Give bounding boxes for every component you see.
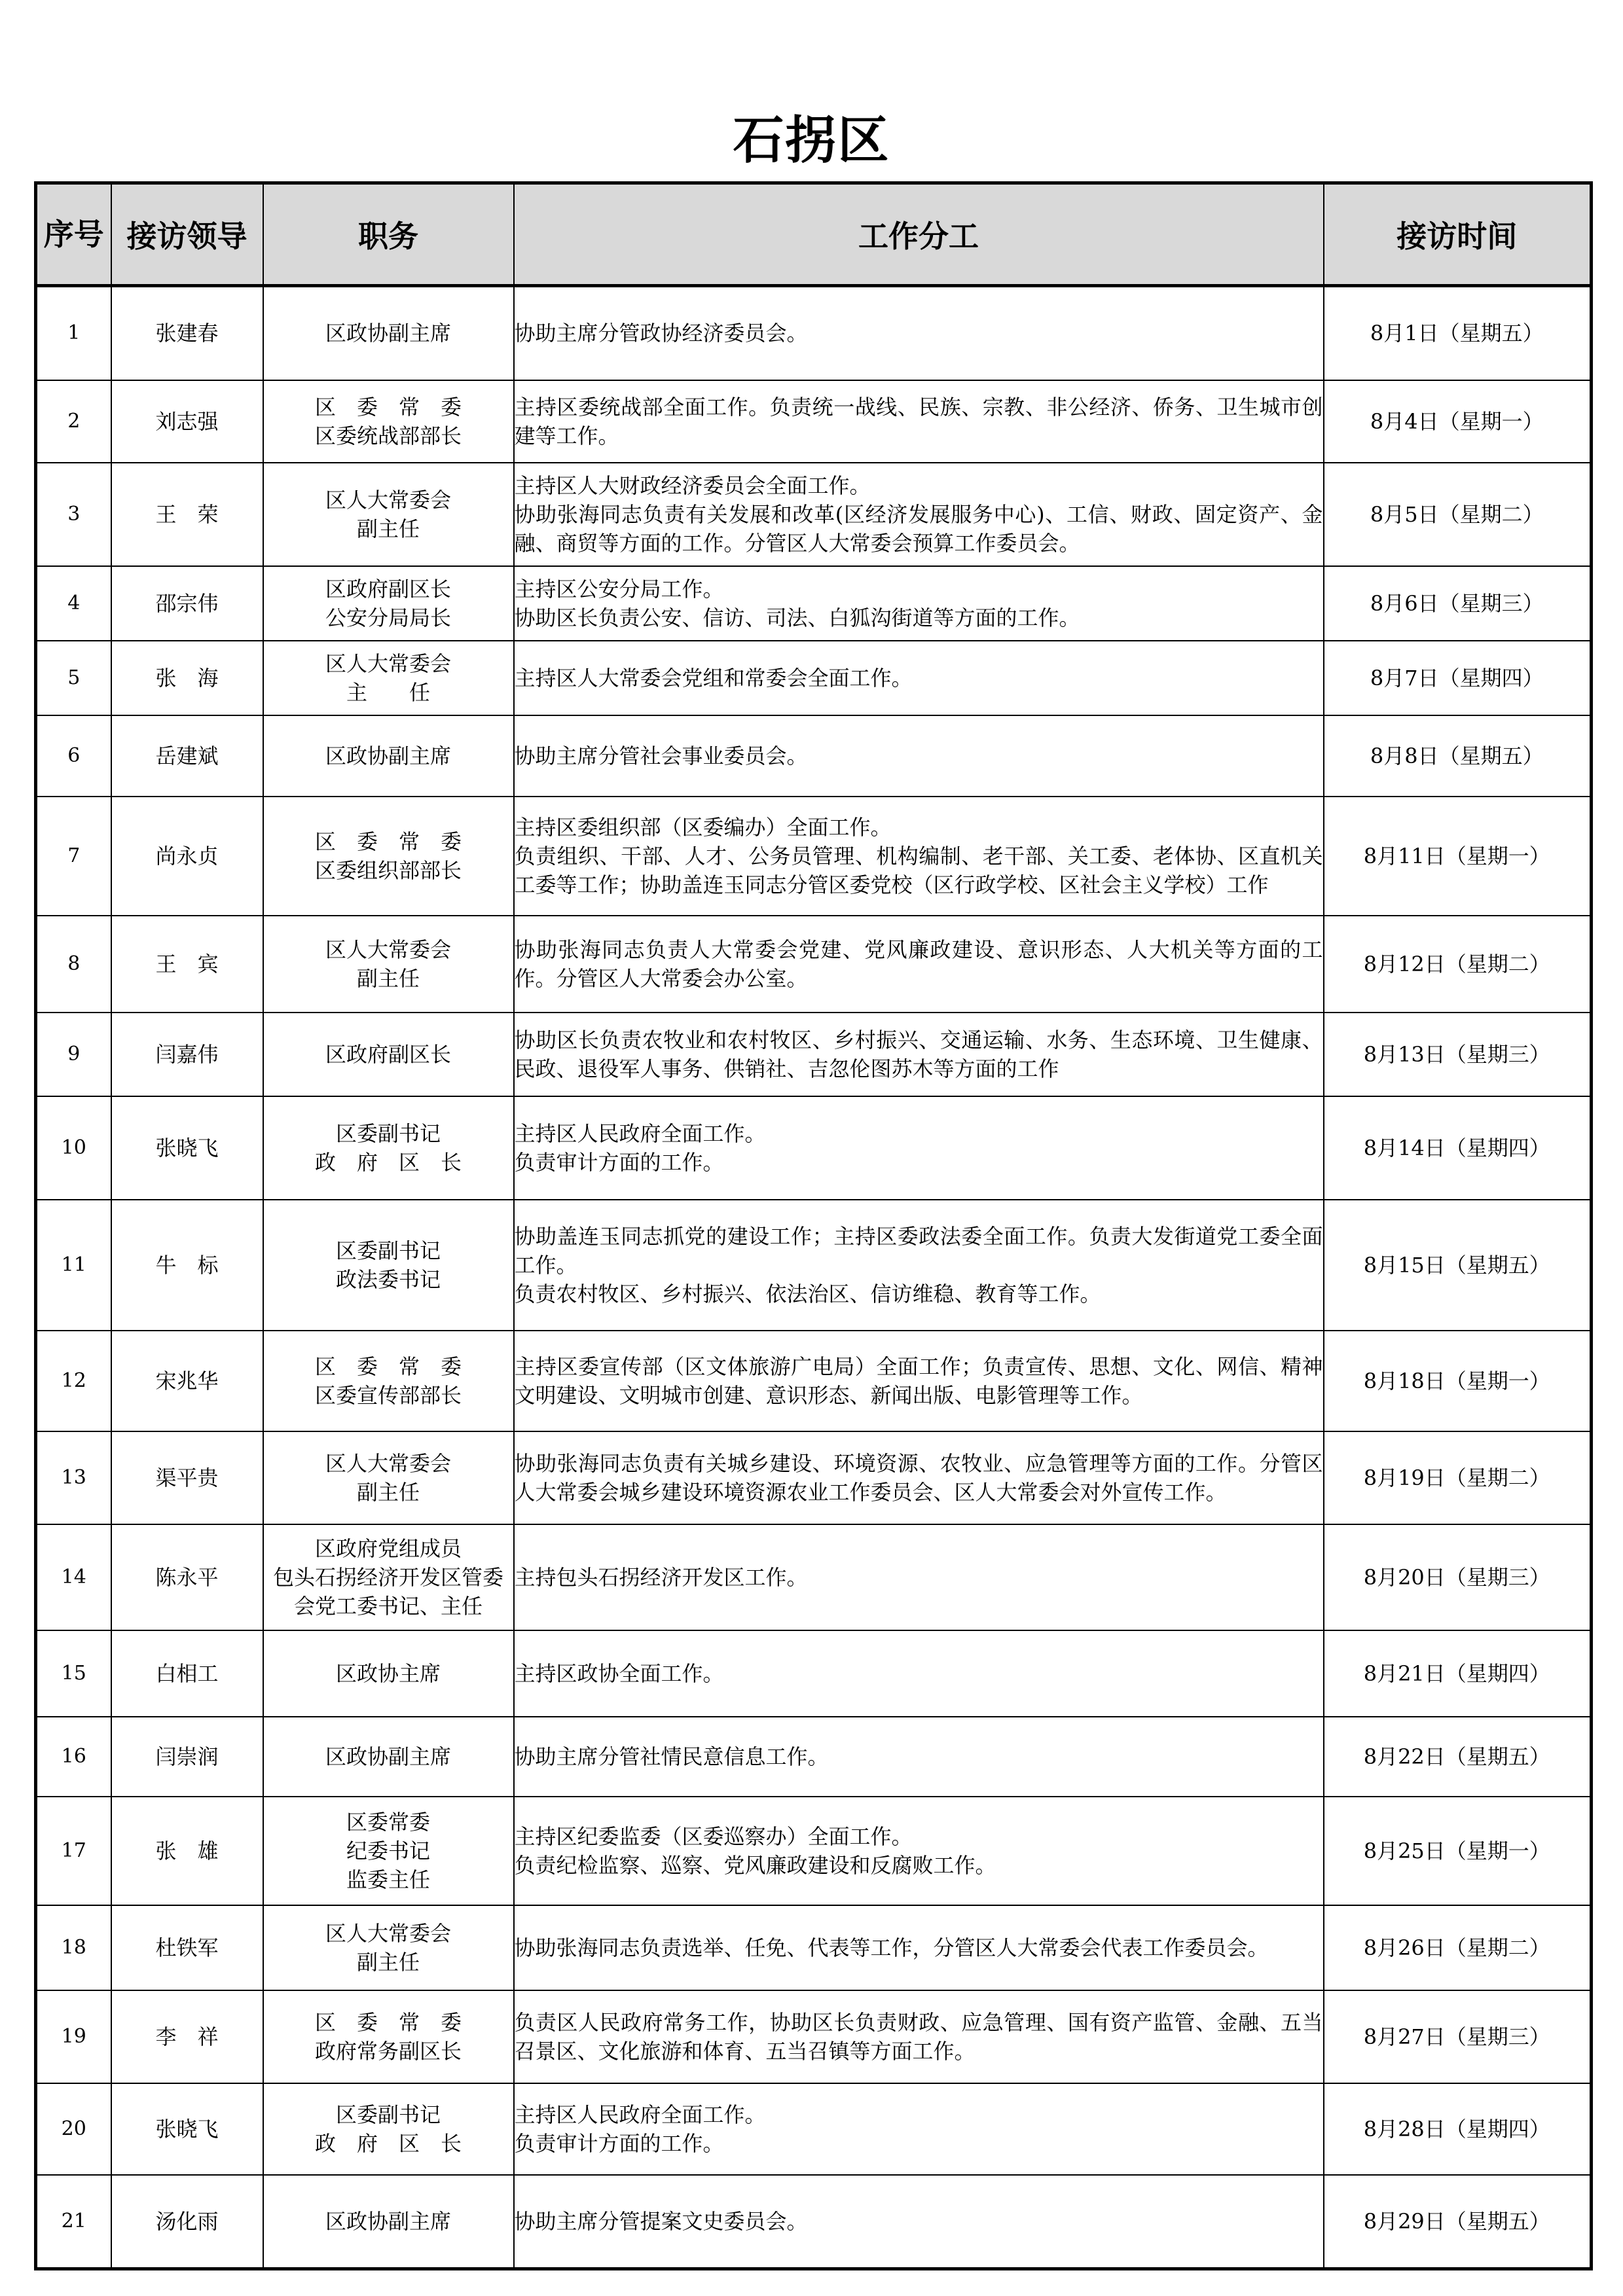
leader-position: 区政协副主席 (263, 715, 514, 797)
leader-name: 尚永贞 (111, 797, 263, 916)
leader-position: 区委副书记 政 府 区 长 (263, 2083, 514, 2175)
reception-time: 8月8日（星期五） (1324, 715, 1592, 797)
row-number: 1 (36, 286, 111, 380)
leader-position: 区人大常委会 副主任 (263, 463, 514, 566)
leader-name: 李 祥 (111, 1990, 263, 2083)
leader-position: 区 委 常 委 政府常务副区长 (263, 1990, 514, 2083)
table-row (36, 641, 1592, 715)
leader-position: 区政府副区长 公安分局局长 (263, 566, 514, 641)
row-number: 10 (36, 1096, 111, 1200)
header-time: 接访时间 (1324, 183, 1592, 286)
work-assignment: 协助盖连玉同志抓党的建设工作；主持区委政法委全面工作。负责大发街道党工委全面工作。 负责农村牧区、乡村振兴、依法治区、信访维稳、教育等工作。 (514, 1200, 1324, 1331)
header-leader: 接访领导 (111, 183, 263, 286)
header-position: 职务 (263, 183, 514, 286)
leader-name: 宋兆华 (111, 1331, 263, 1431)
leader-position: 区政府副区长 (263, 1013, 514, 1096)
leader-name: 白相工 (111, 1630, 263, 1717)
table-row (36, 1717, 1592, 1797)
reception-time: 8月29日（星期五） (1324, 2175, 1592, 2269)
table-row (36, 566, 1592, 641)
work-assignment: 主持包头石拐经济开发区工作。 (514, 1524, 1324, 1630)
work-assignment: 协助主席分管提案文史委员会。 (514, 2175, 1324, 2269)
row-number: 12 (36, 1331, 111, 1431)
table-row (36, 715, 1592, 797)
reception-time: 8月18日（星期一） (1324, 1331, 1592, 1431)
row-number: 3 (36, 463, 111, 566)
table-row (36, 2175, 1592, 2269)
leader-position: 区人大常委会 副主任 (263, 1905, 514, 1990)
row-number: 14 (36, 1524, 111, 1630)
row-number: 4 (36, 566, 111, 641)
row-number: 9 (36, 1013, 111, 1096)
leader-position: 区政协副主席 (263, 286, 514, 380)
work-assignment: 主持区人民政府全面工作。 负责审计方面的工作。 (514, 1096, 1324, 1200)
reception-time: 8月12日（星期二） (1324, 916, 1592, 1013)
table-row (36, 1096, 1592, 1200)
leader-position: 区政协副主席 (263, 2175, 514, 2269)
reception-time: 8月26日（星期二） (1324, 1905, 1592, 1990)
reception-time: 8月21日（星期四） (1324, 1630, 1592, 1717)
leader-position: 区人大常委会 主 任 (263, 641, 514, 715)
work-assignment: 协助张海同志负责人大常委会党建、党风廉政建设、意识形态、人大机关等方面的工作。分管区人大常委会办公室。 (514, 916, 1324, 1013)
table-row (36, 2083, 1592, 2175)
table-row (36, 1905, 1592, 1990)
table-row (36, 916, 1592, 1013)
work-assignment: 协助区长负责农牧业和农村牧区、乡村振兴、交通运输、水务、生态环境、卫生健康、民政、退役军人事务、供销社、吉忽伦图苏木等方面的工作 (514, 1013, 1324, 1096)
leader-position: 区 委 常 委 区委统战部部长 (263, 380, 514, 463)
reception-time: 8月22日（星期五） (1324, 1717, 1592, 1797)
table-row (36, 1797, 1592, 1905)
leader-name: 张晓飞 (111, 2083, 263, 2175)
table-row (36, 286, 1592, 380)
leader-name: 王 荣 (111, 463, 263, 566)
table-row (36, 1431, 1592, 1524)
table-row (36, 1630, 1592, 1717)
leader-position: 区委常委 纪委书记 监委主任 (263, 1797, 514, 1905)
table-row (36, 463, 1592, 566)
reception-time: 8月15日（星期五） (1324, 1200, 1592, 1331)
work-assignment: 主持区公安分局工作。 协助区长负责公安、信访、司法、白狐沟街道等方面的工作。 (514, 566, 1324, 641)
row-number: 16 (36, 1717, 111, 1797)
reception-time: 8月19日（星期二） (1324, 1431, 1592, 1524)
work-assignment: 主持区人大常委会党组和常委会全面工作。 (514, 641, 1324, 715)
reception-time: 8月6日（星期三） (1324, 566, 1592, 641)
leader-name: 陈永平 (111, 1524, 263, 1630)
work-assignment: 协助张海同志负责有关城乡建设、环境资源、农牧业、应急管理等方面的工作。分管区人大常委会城乡建设环境资源农业工作委员会、区人大常委会对外宣传工作。 (514, 1431, 1324, 1524)
work-assignment: 协助主席分管政协经济委员会。 (514, 286, 1324, 380)
leader-position: 区 委 常 委 区委宣传部部长 (263, 1331, 514, 1431)
leader-name: 邵宗伟 (111, 566, 263, 641)
work-assignment: 主持区政协全面工作。 (514, 1630, 1324, 1717)
work-assignment: 协助主席分管社情民意信息工作。 (514, 1717, 1324, 1797)
header-work: 工作分工 (514, 183, 1324, 286)
page-title: 石拐区 (733, 111, 890, 170)
table-row (36, 1990, 1592, 2083)
row-number: 18 (36, 1905, 111, 1990)
leader-name: 张 雄 (111, 1797, 263, 1905)
row-number: 20 (36, 2083, 111, 2175)
leader-name: 牛 标 (111, 1200, 263, 1331)
work-assignment: 主持区委宣传部（区文体旅游广电局）全面工作；负责宣传、思想、文化、网信、精神文明建设、文明城市创建、意识形态、新闻出版、电影管理等工作。 (514, 1331, 1324, 1431)
work-assignment: 主持区委组织部（区委编办）全面工作。 负责组织、干部、人才、公务员管理、机构编制、老干部、关工委、老体协、区直机关工委等工作；协助盖连玉同志分管区委党校（区行政学校、区社会主义学校）工作 (514, 797, 1324, 916)
work-assignment: 主持区委统战部全面工作。负责统一战线、民族、宗教、非公经济、侨务、卫生城市创建等工作。 (514, 380, 1324, 463)
reception-time: 8月25日（星期一） (1324, 1797, 1592, 1905)
work-assignment: 负责区人民政府常务工作，协助区长负责财政、应急管理、国有资产监管、金融、五当召景区、文化旅游和体育、五当召镇等方面工作。 (514, 1990, 1324, 2083)
table-row (36, 797, 1592, 916)
row-number: 13 (36, 1431, 111, 1524)
row-number: 15 (36, 1630, 111, 1717)
leader-position: 区委副书记 政 府 区 长 (263, 1096, 514, 1200)
leader-position: 区政府党组成员 包头石拐经济开发区管委会党工委书记、主任 (263, 1524, 514, 1630)
row-number: 2 (36, 380, 111, 463)
table-row (36, 1013, 1592, 1096)
row-number: 21 (36, 2175, 111, 2269)
leader-name: 岳建斌 (111, 715, 263, 797)
table-row (36, 1331, 1592, 1431)
header-no: 序号 (36, 183, 111, 286)
leader-position: 区人大常委会 副主任 (263, 1431, 514, 1524)
row-number: 11 (36, 1200, 111, 1331)
table-header-row (36, 183, 1592, 286)
row-number: 6 (36, 715, 111, 797)
table-row (36, 380, 1592, 463)
reception-time: 8月20日（星期三） (1324, 1524, 1592, 1630)
leader-name: 闫崇润 (111, 1717, 263, 1797)
leader-name: 渠平贵 (111, 1431, 263, 1524)
table-row (36, 1524, 1592, 1630)
leader-name: 刘志强 (111, 380, 263, 463)
row-number: 5 (36, 641, 111, 715)
leader-name: 杜铁军 (111, 1905, 263, 1990)
reception-time: 8月1日（星期五） (1324, 286, 1592, 380)
leader-name: 王 宾 (111, 916, 263, 1013)
row-number: 19 (36, 1990, 111, 2083)
reception-time: 8月7日（星期四） (1324, 641, 1592, 715)
reception-schedule-table (34, 181, 1593, 2270)
row-number: 8 (36, 916, 111, 1013)
leader-position: 区政协主席 (263, 1630, 514, 1717)
leader-name: 闫嘉伟 (111, 1013, 263, 1096)
reception-time: 8月4日（星期一） (1324, 380, 1592, 463)
row-number: 7 (36, 797, 111, 916)
reception-time: 8月13日（星期三） (1324, 1013, 1592, 1096)
work-assignment: 主持区人大财政经济委员会全面工作。 协助张海同志负责有关发展和改革(区经济发展服务中心)、工信、财政、固定资产、金融、商贸等方面的工作。分管区人大常委会预算工作委员会。 (514, 463, 1324, 566)
leader-name: 张 海 (111, 641, 263, 715)
leader-position: 区人大常委会 副主任 (263, 916, 514, 1013)
leader-name: 张建春 (111, 286, 263, 380)
work-assignment: 主持区纪委监委（区委巡察办）全面工作。 负责纪检监察、巡察、党风廉政建设和反腐败工作。 (514, 1797, 1324, 1905)
leader-position: 区委副书记 政法委书记 (263, 1200, 514, 1331)
leader-name: 汤化雨 (111, 2175, 263, 2269)
row-number: 17 (36, 1797, 111, 1905)
work-assignment: 主持区人民政府全面工作。 负责审计方面的工作。 (514, 2083, 1324, 2175)
leader-name: 张晓飞 (111, 1096, 263, 1200)
reception-time: 8月5日（星期二） (1324, 463, 1592, 566)
reception-time: 8月11日（星期一） (1324, 797, 1592, 916)
reception-time: 8月14日（星期四） (1324, 1096, 1592, 1200)
leader-position: 区 委 常 委 区委组织部部长 (263, 797, 514, 916)
work-assignment: 协助张海同志负责选举、任免、代表等工作，分管区人大常委会代表工作委员会。 (514, 1905, 1324, 1990)
table-row (36, 1200, 1592, 1331)
work-assignment: 协助主席分管社会事业委员会。 (514, 715, 1324, 797)
reception-time: 8月27日（星期三） (1324, 1990, 1592, 2083)
leader-position: 区政协副主席 (263, 1717, 514, 1797)
reception-time: 8月28日（星期四） (1324, 2083, 1592, 2175)
